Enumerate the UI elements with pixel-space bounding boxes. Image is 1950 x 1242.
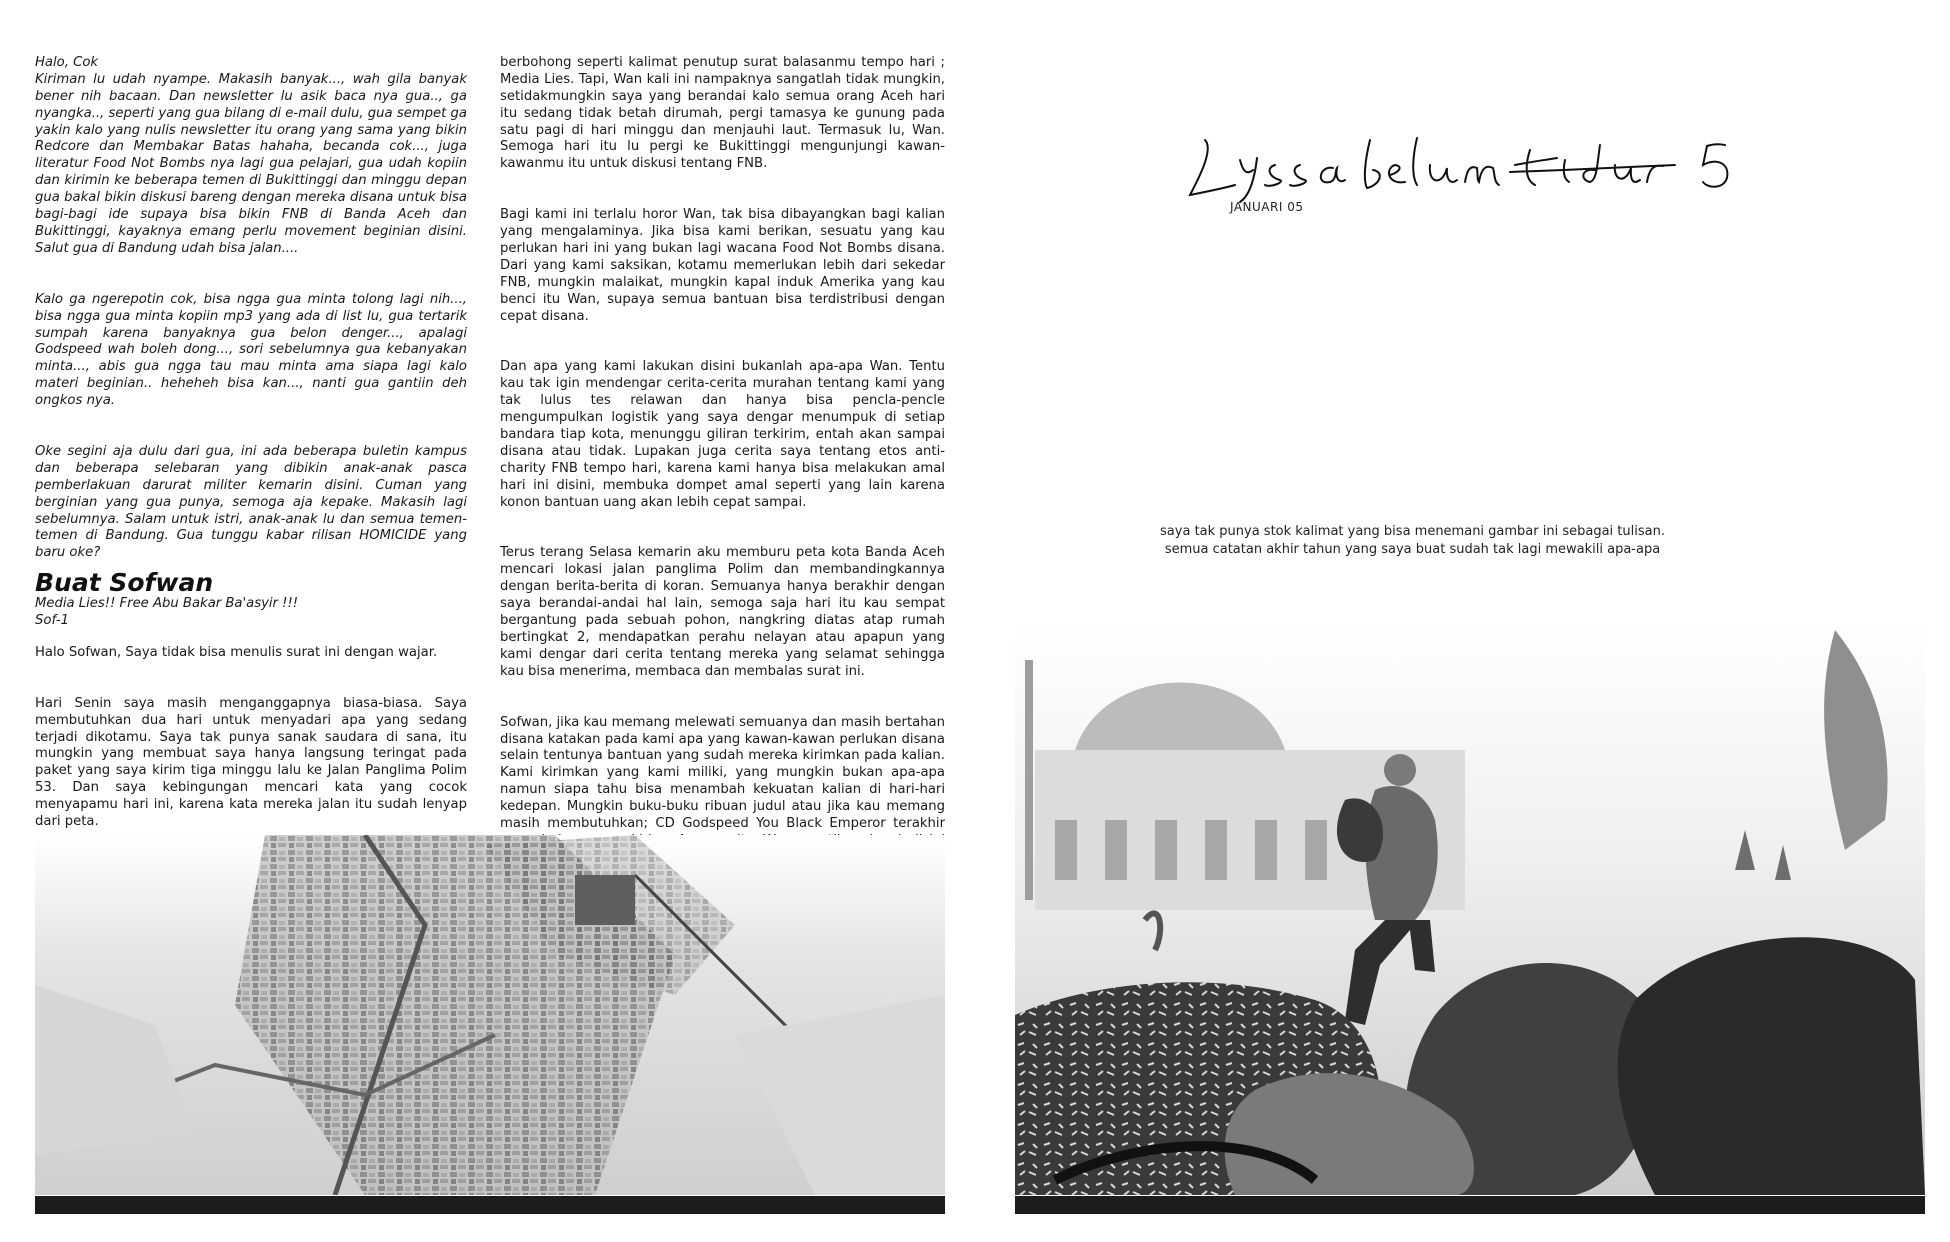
- reply-paragraph: berbohong seperti kalimat penutup surat balasanmu tempo hari ; Media Lies. Tapi, Wan kali ini nampaknya sangatlah tidak mungkin, setidakmungkin saya yang berandai kalo semua orang Aceh hari itu sedang tidak betah dirumah, pergi tamasya ke gunung pada satu pagi di hari minggu dan menjauhi laut. Termasuk lu, Wan. Semoga hari itu lu pergi ke Bukittinggi mengunjungi kawan-kawanmu itu untuk diskusi tentang FNB.: [500, 54, 945, 172]
- caption-line: semua catatan akhir tahun yang saya buat sudah tak lagi mewakili apa-apa: [1164, 542, 1661, 557]
- footer-bar: [35, 1196, 945, 1214]
- letter-paragraph: Kalo ga ngerepotin cok, bisa ngga gua minta tolong lagi nih..., bisa ngga gua minta kopiin mp3 yang ada di list lu, gua tertarik sumpah karena banyaknya gua belon denger..., apalagi Godspeed wah boleh dong..., sori sebelumnya gua kebanyakan minta..., abis gua ngga tau mau minta ama siapa lagi kalo materi beginian.. heheheh bisa kan..., nanti gua gantiin deh ongkos nya.: [35, 291, 467, 409]
- aerial-city-photo: [35, 835, 945, 1195]
- reply-paragraph: Dan apa yang kami lakukan disini bukanlah apa-apa Wan. Tentu kau tak igin mendengar cerita-cerita murahan tentang kami yang tak lulus tes relawan dan hanya bisa pencla-pencle mengumpulkan logistik yang saya dengar menumpuk di setiap bandara tiap kota, menunggu giliran terkirim, entah akan sampai disana atau tidak. Lupakan juga cerita saya tentang etos anti-charity FNB tempo hari, karena kami hanya bisa melakukan amal hari ini disini, membuka dompet amal seperti yang lain karena konon bantuan uang akan lebih cepat sampai.: [500, 359, 945, 510]
- letter-paragraph: Oke segini aja dulu dari gua, ini ada beberapa buletin kampus dan beberapa selebaran yang dibikin anak-anak pasca pemberlakuan darurat militer kemarin disini. Cuman yang berginian yang gua punya, semoga aja kepake. Makasih lagi sebelumnya. Salam untuk istri, anak-anak lu dan semua temen-temen di Bandung. Gua tunggu kabar rilisan HOMICIDE yang baru oke?: [35, 443, 467, 561]
- handwritten-title-drawing: [1185, 130, 1765, 210]
- reply-paragraph: Terus terang Selasa kemarin aku memburu peta kota Banda Aceh mencari lokasi jalan panglima Polim dan membandingkannya dengan berita-berita di koran. Semuanya hanya berakhir dengan saya berandai-andai hal lain, semoga saja hari itu kau sempat bergantung pada sebuah pohon, nangkring diatas atap rumah bertingkat 2, mendapatkan perahu nelayan atau apapun yang kami dengar dari cerita tentang mereka yang selamat sehingga kau bisa menerima, membaca dan membalas surat ini.: [500, 545, 945, 679]
- caption-line: saya tak punya stok kalimat yang bisa menemani gambar ini sebagai tulisan.: [1160, 524, 1665, 539]
- photo-caption: [1150, 523, 1675, 559]
- section-heading-buat-sofwan: Buat Sofwan: [35, 568, 214, 597]
- tsunami-aftermath-photo: [1015, 620, 1925, 1195]
- signoff-line: Media Lies!! Free Abu Bakar Ba'asyir !!!: [35, 596, 299, 612]
- letter-signoff: [35, 596, 467, 630]
- signoff-name: Sof-1: [35, 613, 69, 629]
- reply-paragraph: Halo Sofwan, Saya tidak bisa menulis surat ini dengan wajar.: [35, 644, 438, 660]
- reply-paragraph: Hari Senin saya masih menganggapnya biasa-biasa. Saya membutuhkan dua hari untuk menyadari apa yang sedang terjadi dikotamu. Saya tak punya sanak saudara di sana, itu mungkin yang membuat saya hanya langsung teringat pada paket yang saya kirim tiga minggu lalu ke Jalan Panglima Polim 53. Dan saya kebingungan mencari kata yang cocok menyapamu hari ini, karena kata mereka jalan itu sudah lenyap dari peta.: [35, 695, 467, 830]
- letter-paragraph: Kiriman lu udah nyampe. Makasih banyak..., wah gila banyak bener nih bacaan. Dan newsletter lu asik baca nya gua.., ga nyangka.., seperti yang gua bilang di e-mail dulu, gua sempet ga yakin kalo yang nulis newsletter itu orang yang sama yang bikin Redcore dan Membakar Batas hahaha, becanda cok..., juga literatur Food Not Bombs nya lagi gua pelajari, gua udah kopiin dan kirimin ke beberapa temen di Bukittinggi dan minggu depan gua bakal bikin diskusi bareng dengan mereka disana untuk bisa bagi-bagi ide supaya bisa bikin FNB di Banda Aceh dan Bukittinggi, kayaknya emang perlu movement beginian disini. Salut gua di Bandung udah bisa jalan....: [35, 71, 467, 256]
- right-page: [975, 0, 1950, 1242]
- footer-bar: [1015, 1196, 1925, 1214]
- issue-date: JANUARI 05: [1230, 200, 1304, 214]
- letter-greeting: Halo, Cok: [35, 54, 99, 70]
- reply-column-right: [500, 38, 945, 968]
- reply-paragraph: Bagi kami ini terlalu horor Wan, tak bisa dibayangkan bagi kalian yang mengalaminya. Jika bisa kami berikan, sesuatu yang kau perlukan hari ini yang bukan lagi wacana Food Not Bombs disana. Dari yang kami saksikan, kotamu memerlukan lebih dari sekedar FNB, mungkin malaikat, mungkin kapal induk Amerika yang kau benci itu Wan, supaya semua bantuan bisa terdistribusi dengan cepat disana.: [500, 207, 945, 324]
- reply-paragraph: Sofwan, jika kau memang melewati semuanya dan masih bertahan disana katakan pada kami apa yang kawan-kawan perlukan disana selain tentunya bantuan yang sudah mereka kirimkan pada kalian. Kami kirimkan yang kami miliki, yang mungkin bukan apa-apa namun siapa tahu bisa menambah kekuatan kalian di hari-hari kedepan. Mungkin buku-buku ribuan judul atau jika kau memang masih membutuhkan; CD Godspeed You Black Emperor terakhir: [500, 714, 945, 832]
- letter-greeting-and-body: [35, 55, 467, 258]
